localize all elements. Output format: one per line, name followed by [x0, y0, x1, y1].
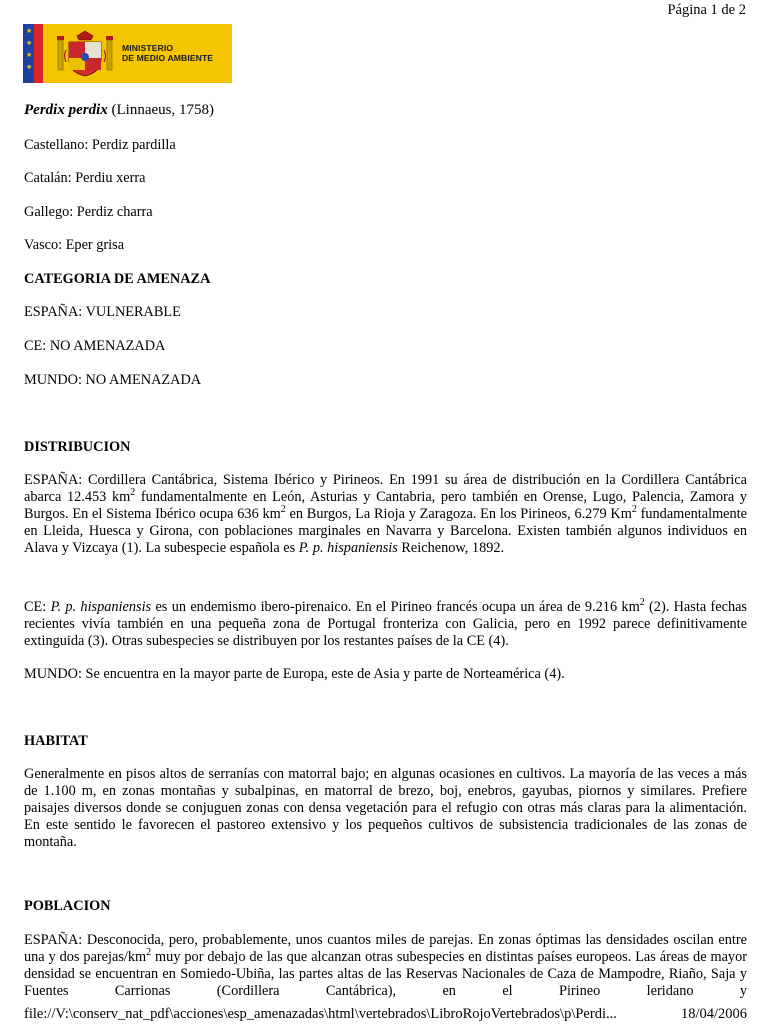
species-authority: (Linnaeus, 1758)	[111, 102, 214, 118]
threat-ce: CE: NO AMENAZADA	[24, 338, 166, 354]
habitat-paragraph: Generalmente en pisos altos de serranías con matorral bajo; en algunas ocasiones en cultivos. La mayoría de las veces a más de 1.100 m, en zonas montañas y subalpinas, en matorral de brezo, boj, enebros, gayubas, piornos y similares. Prefiere paisajes diversos donde se conjuguen zonas con densa vegetación para el refugio con otras más claras para la alimentación. En este sentido le favorecen el pastoreo extensivo y los pequeños cultivos de subsistencia tradicionales de las zonas de montaña.	[24, 766, 747, 850]
distribution-spain-paragraph: ESPAÑA: Cordillera Cantábrica, Sistema Ibérico y Pirineos. En 1991 su área de distribución en la Cordillera Cantábrica abarca 12.453 $km^2$ fundamentalmente en León, Asturias y Cantabria, pero también en Orense, Lugo, Palencia, Zamora y Burgos. En el Sistema Ibérico ocupa 636 $km^2$ en Burgos, La Rioja y Zaragoza. En los Pirineos, 6.279 Km$^2$ fundamentalmente en Lleida, Huesca y Girona, con poblaciones marginales en Navarra y Barcelona. Existen también algunos individuos en Alava y Vizcaya (1). La subespecie española es P. p. hispaniensis Reichenow, 1892.	[24, 472, 748, 556]
logo-text-line-2: DE MEDIO AMBIENTE	[122, 52, 214, 63]
distribution-world-paragraph: MUNDO: Se encuentra en la mayor parte de Europa, este de Asia y parte de Norteamérica (4).	[24, 666, 565, 682]
ministry-logo	[23, 24, 232, 83]
logo-text-line-1: MINISTERIO	[122, 43, 174, 53]
common-name-castellano: Castellano: Perdiz pardilla	[24, 137, 176, 153]
threat-heading: CATEGORIA DE AMENAZA	[24, 271, 211, 287]
file-path: file://V:\conserv_nat_pdf\acciones\esp_amenazadas\html\vertebrados\LibroRojoVertebrados\p\Perdi...	[24, 1006, 617, 1022]
page-footer	[24, 1006, 747, 1023]
species-title	[24, 102, 214, 119]
population-heading: POBLACION	[24, 898, 111, 914]
habitat-heading: HABITAT	[24, 733, 88, 749]
print-date: 18/04/2006	[680, 1006, 747, 1022]
distribution-heading: DISTRIBUCION	[24, 439, 131, 455]
page-number: Página 1 de 2	[667, 2, 746, 18]
eu-flag-icon: ★ ★ ★ ★	[23, 24, 43, 83]
population-paragraph: ESPAÑA: Desconocida, pero, probablemente, unos cuantos miles de parejas. En zonas óptimas las densidades oscilan entre una y dos parejas/$km^2$ muy por debajo de las que alcanzan otras subespecies en distintas países europeos. Las áreas de mayor densidad se encuentran en Somiedo-Ubiña, las partes altas de las Reservas Nacionales de Caza de Mampodre, Riaño, Saja y Fuentes Carrionas (Cordillera Cantábrica), en el Pirineo leridano y	[24, 932, 747, 999]
scientific-name: Perdix perdix	[24, 102, 108, 118]
common-name-catalan: Catalán: Perdiu xerra	[24, 170, 146, 186]
coat-of-arms-icon	[55, 30, 115, 78]
common-name-gallego: Gallego: Perdiz charra	[24, 204, 153, 220]
common-name-vasco: Vasco: Eper grisa	[24, 237, 125, 253]
distribution-ce-paragraph: CE: P. p. hispaniensis es un endemismo ibero-pirenaico. En el Pirineo francés ocupa un área de 9.216 $km^2$ (2). Hasta fechas recientes vivía también en una pequeña zona de Portugal fronteriza con Galicia, pero en 1992 parece definitivamente extinguida (3). Otras subespecies se distribuyen por los restantes países de la CE (4).	[24, 597, 747, 649]
threat-world: MUNDO: NO AMENAZADA	[24, 372, 202, 388]
threat-spain: ESPAÑA: VULNERABLE	[24, 304, 181, 320]
